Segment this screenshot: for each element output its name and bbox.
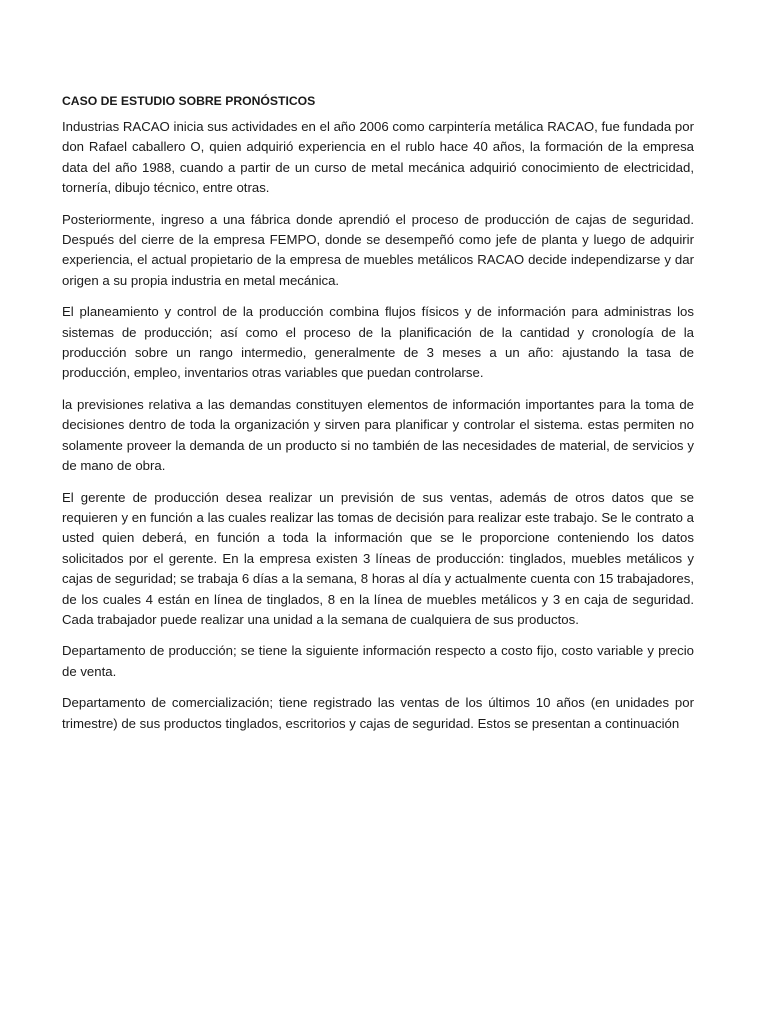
- paragraph-forecasts: la previsiones relativa a las demandas constituyen elementos de información importantes para la toma de decisiones dentro de toda la organización y sirven para planificar y controlar el sistema. estas permiten no solamente proveer la demanda de un producto si no también de las necesidades de material, de servicios y de mano de obra.: [62, 396, 694, 474]
- paragraph-manager: El gerente de producción desea realizar un previsión de sus ventas, además de otros datos que se requieren y en función a las cuales realizar las tomas de decisión para realizar este trabajo. Se le contrato a usted quien deberá, en función a toda la información que se le proporcione conteniendo los datos solicitados por el gerente. En la empresa existen 3 líneas de producción: tinglados, muebles metálicos y cajas de seguridad; se trabaja 6 días a la semana, 8 horas al día y actualmente cuenta con 15 trabajadores, de los cuales 4 están en línea de tinglados, 8 en la línea de muebles metálicos y 3 en caja de seguridad. Cada trabajador puede realizar una unidad a la semana de cualquiera de sus productos.: [62, 489, 694, 627]
- paragraph-production-dept: Departamento de producción; se tiene la siguiente información respecto a costo fijo, costo variable y precio de venta.: [62, 643, 694, 679]
- paragraph-background: Posteriormente, ingreso a una fábrica donde aprendió el proceso de producción de cajas de seguridad. Después del cierre de la empresa FEMPO, donde se desempeñó como jefe de planta y luego de adquirir experiencia, el actual propietario de la empresa de muebles metálicos RACAO decide independizarse y dar origen a su propia industria en metal mecánica.: [62, 211, 694, 288]
- document-title: CASO DE ESTUDIO SOBRE PRONÓSTICOS: [62, 94, 316, 108]
- paragraph-sales-dept: Departamento de comercialización; tiene registrado las ventas de los últimos 10 años (en unidades por trimestre) de sus productos tinglados, escritorios y cajas de seguridad. Estos se presentan a continuación: [62, 695, 694, 731]
- document-page: [62, 92, 694, 745]
- paragraph-history: Industrias RACAO inicia sus actividades en el año 2006 como carpintería metálica RACAO, fue fundada por don Rafael caballero O, quien adquirió experiencia en el rublo hace 40 años, la formación de la empresa data del año 1988, cuando a partir de un curso de metal mecánica adquirió conocimiento de electricidad, tornería, dibujo técnico, entre otras.: [62, 119, 694, 196]
- paragraph-planning: El planeamiento y control de la producción combina flujos físicos y de información para administras los sistemas de producción; así como el proceso de la planificación de la cantidad y cronología de la producción sobre un rango intermedio, generalmente de 3 meses a un año: ajustando la tasa de producción, empleo, inventarios otras variables que puedan controlarse.: [62, 304, 694, 381]
